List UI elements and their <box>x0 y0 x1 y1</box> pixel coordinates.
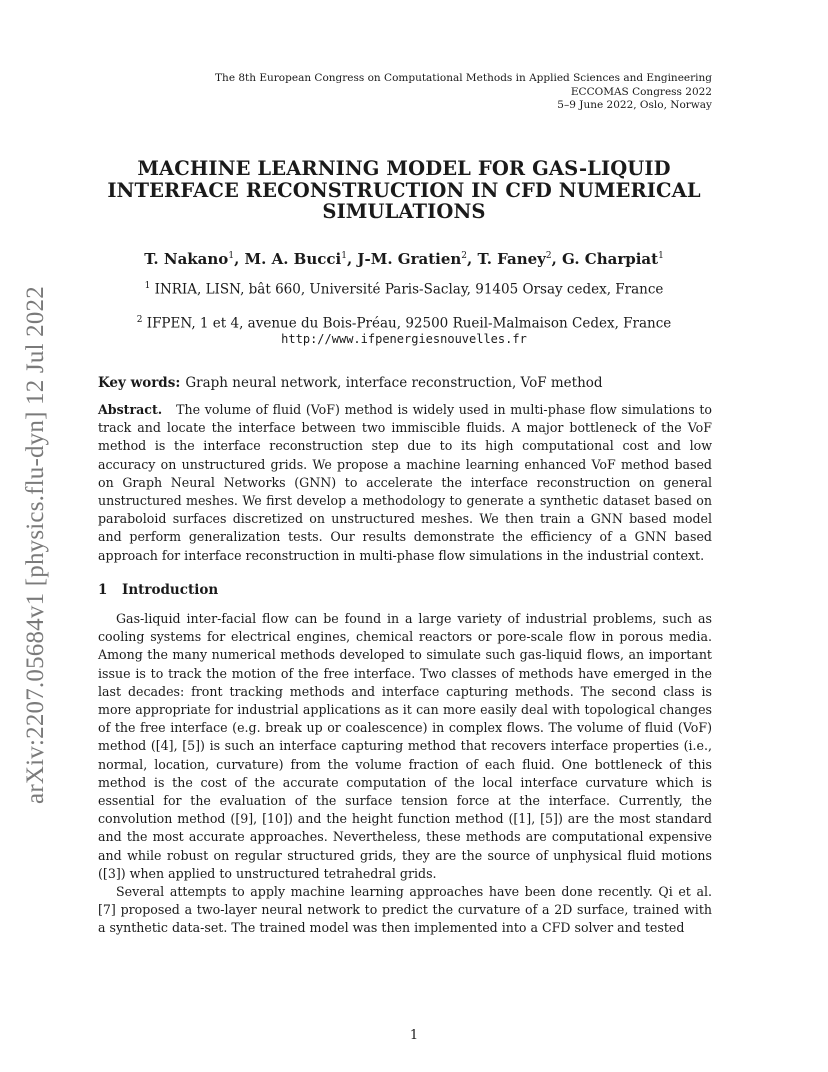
author-affiliation-mark: 1 <box>658 251 664 261</box>
page-number: 1 <box>409 1028 419 1043</box>
keywords-label: Key words: <box>98 375 181 391</box>
author-affiliation-mark: 1 <box>341 251 347 261</box>
author-affiliation-mark: 2 <box>545 251 552 261</box>
author-name: T. Faney <box>477 250 546 268</box>
section-number: 1 <box>98 582 108 598</box>
section-title: Introduction <box>122 582 219 598</box>
paragraph: Gas-liquid inter-facial flow can be found in a large variety of industrial problems, such as cooling systems for electrical engines, chemical reactors or pore-scale flow in porous media. Among the many numerical methods developed to simulate such gas-liquid flows, an important issue is to track the motion of the free interface. Two classes of methods have emerged in the last decades: front tracking methods and interface capturing methods. The second class is more appropriate for industrial applications as it can more easily deal with topological changes of the free interface (e.g. break up or coalescence) in complex flows. The volume of fluid (VoF) method ([4], [5]) is such an interface capturing method that recovers interface properties (i.e., normal, location, curvature) from the volume fraction of each fluid. One bottleneck of this method is the cost of the accurate computation of the local interface curvature which is essential for the evaluation of the surface tension force at the interface. Currently, the convolution method ([9], [10]) and the height function method ([1], [5]) are the most standard and the most accurate approaches. Nevertheless, these methods are computational expensive and while robust on regular structured grids, they are the source of unphysical fluid motions ([3]) when applied to unstructured tetrahedral grids. <box>98 611 712 881</box>
congress-name: ECCOMAS Congress 2022 <box>570 85 712 98</box>
arxiv-stamp: arXiv:2207.05684v1 [physics.flu-dyn] 12 Jul 2022 <box>22 286 49 804</box>
abstract <box>98 401 712 565</box>
author-name: G. Charpiat <box>562 250 659 268</box>
abstract-label: Abstract. <box>98 402 163 417</box>
title-line: SIMULATIONS <box>322 200 486 223</box>
section-body <box>98 610 712 938</box>
section-heading <box>98 582 218 598</box>
title-line: MACHINE LEARNING MODEL FOR GAS-LIQUID <box>137 157 671 180</box>
affiliation-text: IFPEN, 1 et 4, avenue du Bois-Préau, 92500 Rueil-Malmaison Cedex, France <box>146 315 672 332</box>
author-affiliation-mark: 1 <box>228 251 235 261</box>
paper-title <box>80 158 728 223</box>
title-line: INTERFACE RECONSTRUCTION IN CFD NUMERICAL <box>107 178 701 202</box>
author-affiliation-mark: 2 <box>461 251 468 261</box>
affiliation-text: INRIA, LISN, bât 660, Université Paris-Saclay, 91405 Orsay cedex, France <box>154 281 664 298</box>
affiliation-1 <box>80 281 728 298</box>
conference-header <box>152 72 712 113</box>
affiliation-2 <box>80 315 728 332</box>
author-name: T. Nakano <box>144 250 229 268</box>
keywords-text: Graph neural network, interface reconstruction, VoF method <box>185 375 603 391</box>
abstract-text: The volume of fluid (VoF) method is widely used in multi-phase flow simulations to track and locate the interface between two immiscible fluids. A major bottleneck of the VoF method is the interface reconstruction step due to its high computational cost and low accuracy on unstructured grids. We propose a machine learning enhanced VoF method based on Graph Neural Networks (GNN) to accelerate the interface reconstruction on general unstructured meshes. We first develop a methodology to generate a synthetic dataset based on paraboloid surfaces discretized on unstructured meshes. We then train a GNN based model and perform generalization tests. Our results demonstrate the efficiency of a GNN based approach for interface reconstruction in multi-phase flow simulations in the industrial context. <box>98 402 712 563</box>
affiliation-mark: 1 <box>144 281 151 291</box>
conference-name: The 8th European Congress on Computational Methods in Applied Sciences and Engineering <box>215 72 712 84</box>
keywords <box>98 375 603 391</box>
author-list: T. Nakano$^1$, M. A. Bucci$^1$, J-M. Gratien$^2$, T. Faney$^2$, G. Charpiat$^1$ <box>144 250 664 268</box>
author-name: J-M. Gratien <box>357 250 462 268</box>
congress-date-location: 5–9 June 2022, Oslo, Norway <box>557 99 712 111</box>
paragraph: Several attempts to apply machine learning approaches have been done recently. Qi et al. [7] proposed a two-layer neural network to predict the curvature of a 2D surface, trained with a synthetic data-set. The trained model was then implemented into a CFD solver and tested <box>98 884 712 936</box>
affiliation-url[interactable]: http://www.ifpenergiesnouvelles.fr <box>281 332 527 346</box>
affiliation-mark: 2 <box>136 315 143 325</box>
author-name: M. A. Bucci <box>244 250 342 268</box>
